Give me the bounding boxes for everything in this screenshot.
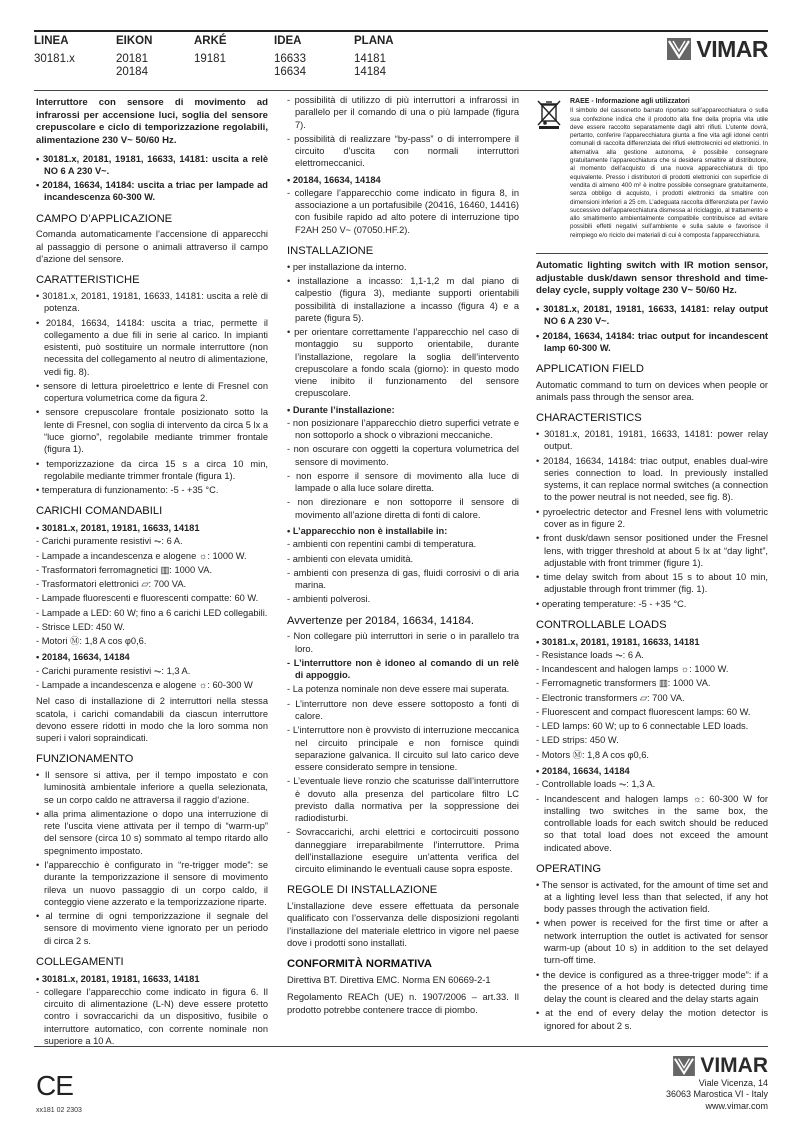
ce-mark: CE bbox=[36, 1070, 73, 1101]
document-code: xx181 02 2303 bbox=[36, 1107, 82, 1114]
section-title: CARICHI COMANDABILI bbox=[36, 505, 163, 518]
footer-rule bbox=[34, 1046, 768, 1047]
model-col-arke: ARKÉ 19181 bbox=[194, 35, 227, 66]
section-title: CHARACTERISTICS bbox=[536, 412, 642, 425]
intro-en: Automatic lighting switch with IR motion sensor, adjustable dusk/dawn sensor threshold and time-delay cycle, supply voltage 230 V~ 50/60 Hz. bbox=[536, 260, 768, 297]
footer-vimar-logo: VIMAR bbox=[673, 1052, 768, 1080]
section-title: INSTALLAZIONE bbox=[287, 244, 374, 257]
vimar-logo: VIMAR bbox=[667, 34, 768, 64]
section-title: Avvertenze per 20184, 16634, 14184. bbox=[287, 614, 475, 627]
top-rule bbox=[34, 30, 768, 32]
column-1: Interruttore con sensore di movimento ad infrarossi per accensione luci, soglia del sensore crepuscolare e ciclo di temporizzazione regolabili, alimentazione 230 V~ 50/60 Hz. • 30181.x, 20181, 19181, 16633, 14181: uscita a relè NO 6 A 230 V~. • 20184, 16634, 14184: uscita a triac per lampade ad incandescenza 60-300 W. CAMPO D’APPLICAZIONE Comanda automaticamente l’accensione di apparecchi al passaggio di persone o animali attraverso il campo d’azione del sensore. CARATTERISTICHE • 30181.x, 20181, 19181, 16633, 14181: uscita a relè di potenza. • 20184, 16634, 14184: uscita a triac, permette il collegamento a due fili in serie al carico. In impianti esistenti, può sostituire un normale interruttore (non necessita del collegamento al neutro di alimentazione, vedi fig. 8). • sensore di lettura piroelettrico e lente di Fresnel con copertura volumetrica come da figura 2. • sensore crepuscolare frontale posizionato sotto la lente di Fresnel, con soglia di intervento da circa 5 lx a “luce giorno”, regolabile mediante trimmer frontale (figura 1). • temporizzazione da circa 15 s a circa 10 min, regolabile mediante trimmer frontale (figura 1). • temperatura di funzionamento: -5 - +35 °C. CARICHI COMANDABILI • 30181.x, 20181, 19181, 16633, 14181 - Carichi puramente resistivi ⏦: 6 A. - Lampade a incandescenza e alogene ☼: 1000 W. - Trasformatori ferromagnetici ▥: 1000 VA. - Trasformatori elettronici ▱: 700 VA. - Lampade fluorescenti e fluorescenti compatte: 60 W. - Lampade a LED: 60 W; fino a 6 carichi LED collegabili. - Strisce LED: 450 W. - Motori Ⓜ: 1,8 A cos φ0,6. • 20184, 16634, 14184 - Carichi puramente resistivi ⏦: 1,3 A. - Lampade a incandescenza e alogene ☼: 60-300 W Nel caso di installazione di 2 interruttori nella stessa scatola, i carichi comandabili da ciascun interruttore devono essere ridotti in modo che la loro somma non superi i valori sopraindicati. FUNZIONAMENTO • Il sensore si attiva, per il tempo impostato e con luminosità ambientale inferiore a quella selezionata, se un corpo caldo ne attraversa il raggio d’azione. • alla prima alimentazione o dopo una interruzione di rete l’uscita viene attivata per il tempo di “warm-up” del sensore (circa 10 s) sommato al tempo ritardo allo spegnimento impostato. • l’apparecchio è configurato in “re-trigger mode”: se durante la temporizzazione il sensore di movimento rileva un nuovo passaggio di un corpo caldo, il conteggio viene azzerato e la temporizzazione riparte. • al termine di ogni temporizzazione il segnale del sensore di movimento viene ignorato per un periodo di circa 2 s. COLLEGAMENTI • 30181.x, 20181, 19181, 16633, 14181 - collegare l’apparecchio come indicato in figura 6. Il circuito di alimentazione (L-N) deve essere protetto contro i sovraccarichi da un dispositivo, fusibile o interruttore automatico, con corrente nominale non superiore a 10 A. bbox=[36, 97, 268, 1051]
section-title: CAMPO D’APPLICAZIONE bbox=[36, 212, 173, 225]
section-title: CONFORMITÀ NORMATIVA bbox=[287, 958, 433, 971]
section-title: OPERATING bbox=[536, 862, 602, 875]
crossed-bin-icon bbox=[536, 99, 562, 129]
column-2: - possibilità di utilizzo di più interruttori a infrarossi in parallelo per il comando di una o più lampade (figura 7). - possibilità di realizzare “by-pass” o di interrompere il circuito d’uscita con normali interruttori elettromeccanici. • 20184, 16634, 14184 - collegare l’apparecchio come indicato in figura 8, in associazione a un portafusibile (20416, 16460, 14416) con fusibile rapido ad alto potere di interruzione tipo F2AH 250 V~ (07050.HF.2). INSTALLAZIONE • per installazione da interno. • installazione a incasso: 1,1-1,2 m dal piano di calpestio (figura 3), mediante supporti orientabili possibilità di installazione a incasso (figura 4) e a parete (figura 5). • per orientare correttamente l’apparecchio nel caso di montaggio su supporto orientabile, durante l’installazione, regolare la soglia dell’intervento crepuscolare a fondo scala (giorno): in questo modo viene inibito il funzionamento del sensore crepuscolare. • Durante l’installazione: - non posizionare l’apparecchio dietro superfici vetrate e non sottoporlo a shock o vibrazioni meccaniche. - non oscurare con oggetti la copertura volumetrica del sensore di movimento. - non esporre il sensore di movimento alla luce di lampade o alla luce solare diretta. - non direzionare e non sottoporre il sensore di movimento all’azione diretta di fonti di calore. • L’apparecchio non è installabile in: - ambienti con repentini cambi di temperatura. - ambienti con elevata umidità. - ambienti con presenza di gas, fluidi corrosivi o di aria marina. - ambienti polverosi. Avvertenze per 20184, 16634, 14184. - Non collegare più interruttori in serie o in parallelo tra loro. - L’interruttore non è idoneo al comando di un relè di appoggio. - La potenza nominale non deve essere mai superata. - L’interruttore non deve essere sottoposto a fonti di calore. - L’interruttore non è provvisto di interruzione meccanica nel circuito principale e non fornisce quindi separazione galvanica. Il circuito sul lato carico deve essere considerato sempre in tensione. - L’eventuale lieve ronzio che scaturisse dall’interruttore è dovuto alla presenza del particolare filtro LC previsto dalla normativa per la soppressione dei radiodisturbi. - Sovraccarichi, archi elettrici e cortocircuiti possono danneggiare irreparabilmente l’interruttore. Prima dell’installazione eseguire un’attenta verifica del circuito eliminando le eventuali cause sopra esposte. REGOLE DI INSTALLAZIONE L’installazione deve essere effettuata da personale qualificato con l’osservanza delle disposizioni regolanti l’installazione del materiale elettrico in vigore nel paese dove i prodotti sono installati. CONFORMITÀ NORMATIVA Direttiva BT. Direttiva EMC. Norma EN 60669-2-1 Regolamento REACh (UE) n. 1907/2006 – art.33. Il prodotto potrebbe contenere tracce di piombo. bbox=[287, 94, 519, 1021]
section-title: APPLICATION FIELD bbox=[536, 363, 644, 376]
company-address: Viale Vicenza, 14 36063 Marostica VI - Italy www.vimar.com bbox=[665, 1078, 768, 1111]
header-rule bbox=[34, 90, 768, 91]
raee-box: RAEE - Informazione agli utilizzatori Il simbolo del cassonetto barrato riportato sull’apparecchiatura o sulla sua confezione indica che il prodotto alla fine della propria vita utile deve essere raccolto separatamente dagli altri rifiuti. L’utente dovrà, pertanto, conferire l’apparecchiatura giunta a fine vita agli idonei centri comunali di raccolta differenziata dei rifiuti elettrotecnici ed elettronici. In alternativa alla gestione autonoma, è possibile consegnare gratuitamente l’apparecchiatura che si desidera smaltire al distributore, al momento dell’acquisto di una nuova apparecchiatura di tipo equivalente. Presso i distributori di prodotti elettronici con superficie di vendita di almeno 400 m² è inoltre possibile consegnare gratuitamente, senza obbligo di acquisto, i prodotti elettronici da smaltire con dimensioni inferiori a 25 cm. L’adeguata raccolta differenziata per l’avvio successivo dell’apparecchiatura dismessa al riciclaggio, al trattamento e allo smaltimento ambientalmente compatibile contribuisce ad evitare possibili effetti negativi sull’ambiente e sulla salute e favorisce il reimpiego e/o riciclo dei materiali di cui è composta l’apparecchiatura. bbox=[536, 97, 768, 254]
section-title: COLLEGAMENTI bbox=[36, 955, 124, 968]
vimar-emblem-icon bbox=[667, 38, 691, 60]
section-title: REGOLE DI INSTALLAZIONE bbox=[287, 884, 438, 897]
website-link[interactable]: www.vimar.com bbox=[705, 1100, 768, 1111]
column-3: RAEE - Informazione agli utilizzatori Il simbolo del cassonetto barrato riportato sull’apparecchiatura o sulla sua confezione indica che il prodotto alla fine della propria vita utile deve essere raccolto separatamente dagli altri rifiuti. L’utente dovrà, pertanto, conferire l’apparecchiatura giunta a fine vita agli idonei centri comunali di raccolta differenziata dei rifiuti elettrotecnici ed elettronici. In alternativa alla gestione autonoma, è possibile consegnare gratuitamente l’apparecchiatura che si desidera smaltire al distributore, al momento dell’acquisto di una nuova apparecchiatura di tipo equivalente. Presso i distributori di prodotti elettronici con superficie di vendita di almeno 400 m² è inoltre possibile consegnare gratuitamente, senza obbligo di acquisto, i prodotti elettronici da smaltire con dimensioni inferiori a 25 cm. L’adeguata raccolta differenziata per l’avvio successivo dell’apparecchiatura dismessa al riciclaggio, al trattamento e allo smaltimento ambientalmente compatibile contribuisce ad evitare possibili effetti negativi sull’ambiente e sulla salute e favorisce il reimpiego e/o riciclo dei materiali di cui è composta l’apparecchiatura. Automatic lighting switch with IR motion sensor, adjustable dusk/dawn sensor threshold and time-delay cycle, supply voltage 230 V~ 50/60 Hz. • 30181.x, 20181, 19181, 16633, 14181: relay output NO 6 A 230 V~. • 20184, 16634, 14184: triac output for incandescent lamp 60-300 W. APPLICATION FIELD Automatic command to turn on devices when people or animals pass through the sensor area. CHARACTERISTICS • 30181.x, 20181, 19181, 16633, 14181: power relay output. • 20184, 16634, 14184: triac output, enables dual-wire series connection to load. In previously installed systems, it can replace normal switches (a connection to the power neutral is not needed, see fig. 8). • pyroelectric detector and Fresnel lens with volumetric cover as in figure 2. • front dusk/dawn sensor positioned under the Fresnel lens, with trigger threshold at about 5 lx at “day light”, adjustable with front trimmer (figure 1). • time delay switch from about 15 s to about 10 min, adjustable through front trimmer (fig. 1). • operating temperature: -5 - +35 °C. CONTROLLABLE LOADS • 30181.x, 20181, 19181, 16633, 14181 - Resistance loads ⏦: 6 A. - Incandescent and halogen lamps ☼: 1000 W. - Ferromagnetic transformers ▥: 1000 VA. - Electronic transformers ▱: 700 VA. - Fluorescent and compact fluorescent lamps: 60 W. - LED lamps: 60 W; up to 6 connectable LED loads. - LED strips: 450 W. - Motors Ⓜ: 1,8 A cos φ0,6. • 20184, 16634, 14184 - Controllable loads ⏦: 1,3 A. - Incandescent and halogen lamps ☼: 60-300 W for installing two switches in the same box, the controllable loads for each switch should be reduced so that total load does not exceed the amount indicated above. OPERATING • The sensor is activated, for the amount of time set and at a lighting level less than that selected, if any hot body passes through the activation field. • when power is received for the first time or after a network interruption the outlet is activated for sensor warm-up (about 10 s) in addition to the set delayed turn-off time. • the device is configured as a three-trigger mode”: if a the presence of a hot body is detected during time delay the count is cleared and the delay starts again • at the end of every delay the motion detector is ignored for about 2 s. bbox=[536, 97, 768, 1036]
model-col-linea: LINEA 30181.x bbox=[34, 35, 75, 66]
model-col-plana: PLANA 14181 14184 bbox=[354, 35, 394, 79]
section-title: CARATTERISTICHE bbox=[36, 274, 140, 287]
model-col-eikon: EIKON 20181 20184 bbox=[116, 35, 153, 79]
section-title: FUNZIONAMENTO bbox=[36, 753, 134, 766]
model-col-idea: IDEA 16633 16634 bbox=[274, 35, 306, 79]
section-title: CONTROLLABLE LOADS bbox=[536, 618, 667, 631]
vimar-emblem-icon bbox=[673, 1056, 695, 1076]
intro-it: Interruttore con sensore di movimento ad infrarossi per accensione luci, soglia del sensore crepuscolare e ciclo di temporizzazione regolabili, alimentazione 230 V~ 50/60 Hz. bbox=[36, 97, 268, 146]
